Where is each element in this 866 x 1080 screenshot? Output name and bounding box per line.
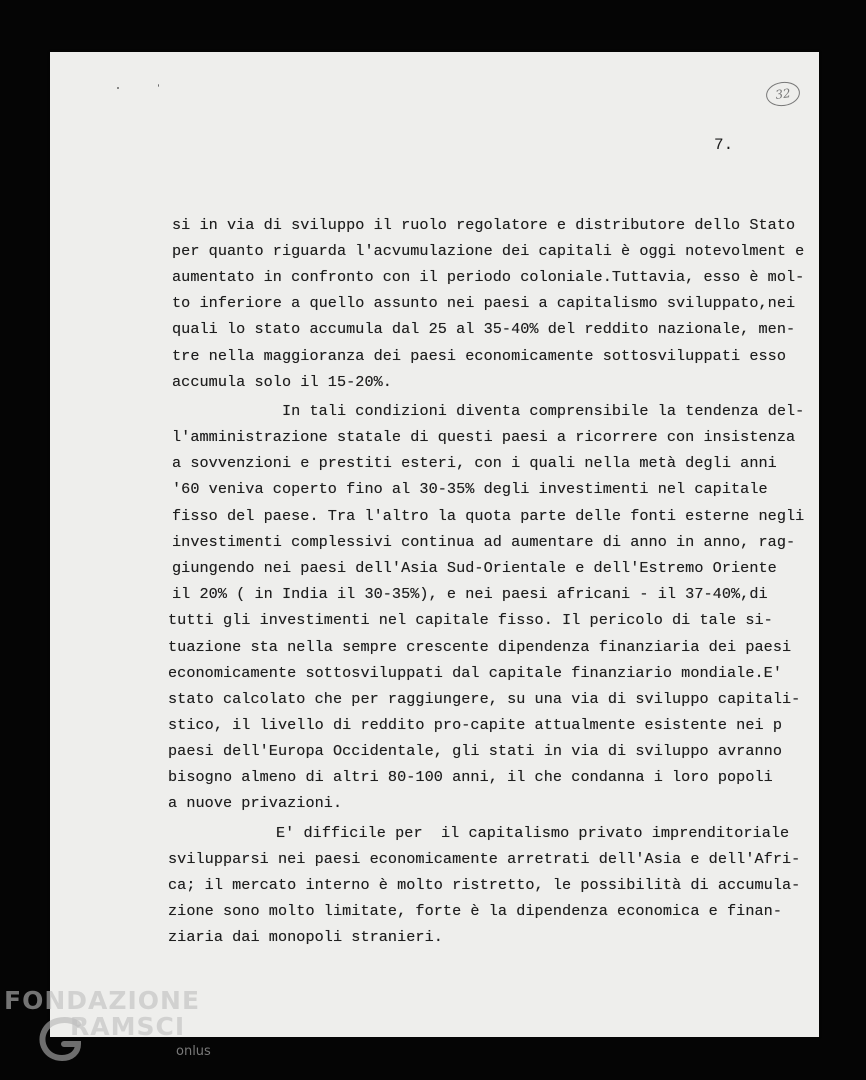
watermark-line-2: RAMSCI (70, 1012, 186, 1041)
text-line: economicamente sottosviluppati dal capitale finanziario mondiale.E' (168, 664, 782, 682)
text-line: aumentato in confronto con il periodo coloniale.Tuttavia, esso è mol- (172, 268, 805, 286)
text-line: In tali condizioni diventa comprensibile la tendenza del- (282, 402, 805, 420)
text-line: quali lo stato accumula dal 25 al 35-40% del reddito nazionale, men- (172, 320, 796, 338)
text-line: accumula solo il 15-20%. (172, 373, 392, 391)
text-line: a nuove privazioni. (168, 794, 343, 812)
foundation-watermark-logo (4, 986, 224, 1076)
text-line: paesi dell'Europa Occidentale, gli stati in via di sviluppo avranno (168, 742, 782, 760)
text-line: fisso del paese. Tra l'altro la quota parte delle fonti esterne negli (172, 507, 805, 525)
document-page (50, 52, 819, 1037)
text-line: per quanto riguarda l'acvumulazione dei capitali è oggi notevolment e (172, 242, 805, 260)
text-line: giungendo nei paesi dell'Asia Sud-Orientale e dell'Estremo Oriente (172, 559, 777, 577)
text-line: E' difficile per il capitalismo privato imprenditoriale (276, 824, 790, 842)
text-line: svilupparsi nei paesi economicamente arretrati dell'Asia e dell'Afri- (168, 850, 801, 868)
text-line: tutti gli investimenti nel capitale fisso. Il pericolo di tale si- (168, 611, 773, 629)
archive-page-stamp: 32 (764, 80, 801, 108)
watermark-suffix: onlus (176, 1044, 211, 1059)
text-line: a sovvenzioni e prestiti esteri, con i quali nella metà degli anni (172, 454, 777, 472)
text-line: to inferiore a quello assunto nei paesi a capitalismo sviluppato,nei (172, 294, 796, 312)
text-line: bisogno almeno di altri 80-100 anni, il che condanna i loro popoli (168, 768, 773, 786)
text-line: stico, il livello di reddito pro-capite attualmente esistente nei p (168, 716, 782, 734)
text-line: tre nella maggioranza dei paesi economicamente sottosviluppati esso (172, 347, 786, 365)
page-number: 7. (714, 136, 734, 154)
text-line: ziaria dai monopoli stranieri. (168, 928, 443, 946)
text-line: si in via di sviluppo il ruolo regolatore e distributore dello Stato (172, 216, 796, 234)
watermark-line-1: FONDAZIONE (4, 986, 201, 1015)
text-line: investimenti complessivi continua ad aumentare di anno in anno, rag- (172, 533, 796, 551)
text-line: zione sono molto limitate, forte è la dipendenza economica e finan- (168, 902, 782, 920)
text-line: '60 veniva coperto fino al 30-35% degli investimenti nel capitale (172, 480, 768, 498)
text-line: tuazione sta nella sempre crescente dipendenza finanziaria dei paesi (168, 638, 792, 656)
text-line: l'amministrazione statale di questi paesi a ricorrere con insistenza (172, 428, 796, 446)
text-line: stato calcolato che per raggiungere, su una via di sviluppo capitali- (168, 690, 801, 708)
text-line: il 20% ( in India il 30-35%), e nei paesi africani - il 37-40%,di (172, 585, 768, 603)
text-line: ca; il mercato interno è molto ristretto, le possibilità di accumula- (168, 876, 801, 894)
